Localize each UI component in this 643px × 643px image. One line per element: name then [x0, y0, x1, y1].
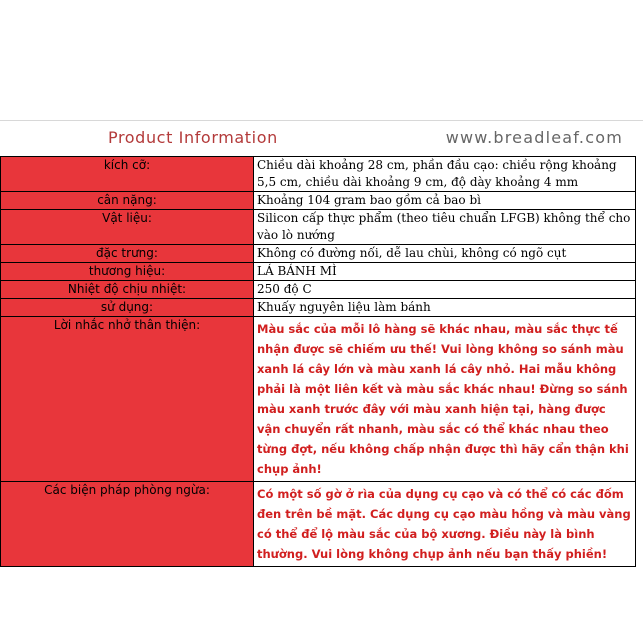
- row-label-weight: cân nặng:: [1, 192, 254, 210]
- row-label-material: Vật liệu:: [1, 210, 254, 245]
- product-info-header: [0, 120, 643, 157]
- table-row: [1, 482, 636, 567]
- row-label-brand: thương hiệu:: [1, 263, 254, 281]
- row-value-heat-resistance: 250 độ C: [254, 281, 636, 299]
- row-value-reminder: Màu sắc của mỗi lô hàng sẽ khác nhau, màu sắc thực tế nhận được sẽ chiếm ưu thế! Vui lòng không so sánh màu xanh lá cây lớn và màu xanh lá cây nhỏ. Hai mẫu không phải là một liên kết và màu sắc khác nhau! Đừng so sánh màu xanh trước đây với màu xanh hiện tại, hàng được vận chuyển rất nhanh, màu sắc có thể khác nhau theo từng đợt, nếu không chấp nhận được thì hãy cẩn thận khi chụp ảnh!: [254, 317, 636, 482]
- table-row: [1, 245, 636, 263]
- row-label-usage: sử dụng:: [1, 299, 254, 317]
- table-row: [1, 210, 636, 245]
- row-label-precautions: Các biện pháp phòng ngừa:: [1, 482, 254, 567]
- row-label-heat-resistance: Nhiệt độ chịu nhiệt:: [1, 281, 254, 299]
- row-value-usage: Khuấy nguyên liệu làm bánh: [254, 299, 636, 317]
- header-site-url: www.breadleaf.com: [445, 128, 623, 147]
- table-row: [1, 281, 636, 299]
- product-info-table: [0, 156, 636, 567]
- table-row: [1, 192, 636, 210]
- row-label-feature: đặc trưng:: [1, 245, 254, 263]
- row-value-material: Silicon cấp thực phẩm (theo tiêu chuẩn LFGB) không thể cho vào lò nướng: [254, 210, 636, 245]
- row-label-size: kích cỡ:: [1, 157, 254, 192]
- table-row: [1, 263, 636, 281]
- row-value-precautions: Có một số gờ ở rìa của dụng cụ cạo và có thể có các đốm đen trên bề mặt. Các dụng cụ cạo màu hồng và màu vàng có thể để lộ màu sắc của bộ xương. Điều này là bình thường. Vui lòng không chụp ảnh nếu bạn thấy phiền!: [254, 482, 636, 567]
- row-value-size: Chiều dài khoảng 28 cm, phần đầu cạo: chiều rộng khoảng 5,5 cm, chiều dài khoảng 9 cm, độ dày khoảng 4 mm: [254, 157, 636, 192]
- row-value-weight: Khoảng 104 gram bao gồm cả bao bì: [254, 192, 636, 210]
- row-value-brand: LÁ BÁNH MÌ: [254, 263, 636, 281]
- row-label-reminder: Lời nhắc nhở thân thiện:: [1, 317, 254, 482]
- table-row: [1, 157, 636, 192]
- header-title: Product Information: [108, 128, 278, 147]
- table-row: [1, 317, 636, 482]
- table-row: [1, 299, 636, 317]
- row-value-feature: Không có đường nối, dễ lau chùi, không có ngõ cụt: [254, 245, 636, 263]
